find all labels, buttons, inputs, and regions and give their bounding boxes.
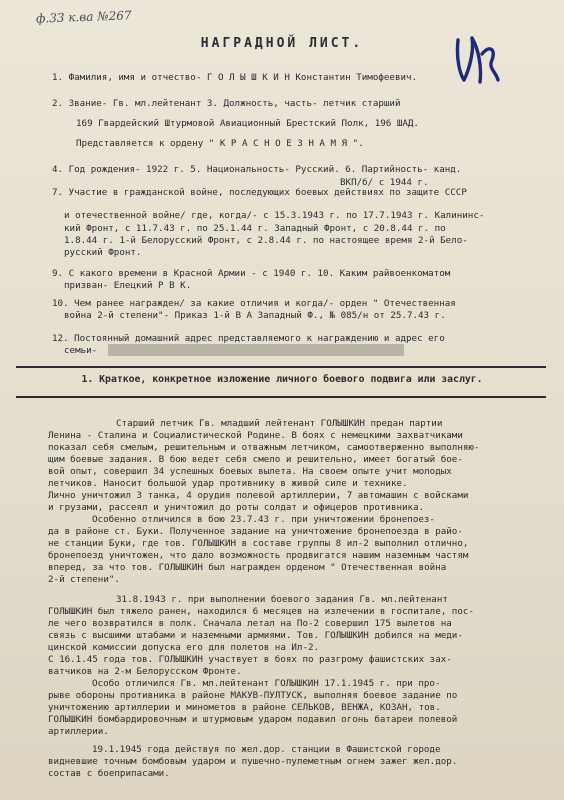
form-line: русский Фронт. <box>64 247 142 258</box>
narrative-line: и грузами, рассеял и уничтожил до роты солдат и офицеров противника. <box>48 502 425 513</box>
narrative-line: ГОЛЫШКИН был тяжело ранен, находился 6 месяцев на излечении в госпитале, пос- <box>48 606 474 617</box>
narrative-line: Особо отличился Гв. мл.лейтенант ГОЛЫШКИН 17.1.1945 г. при про- <box>92 678 441 689</box>
narrative-line: состав с боеприпасами. <box>48 768 170 779</box>
form-line: семьи- <box>64 345 98 356</box>
narrative-line: бронепоезд уничтожен, что дало возможность продвигатся нашим наземным частям <box>48 550 469 561</box>
narrative-line: 19.1.1945 года действуя по жел.дор. станции в Фашистской городе <box>92 744 441 755</box>
narrative-line: Ленина - Сталина и Социалистической Родине. В боях с немецкими захватчиками <box>48 430 463 441</box>
narrative-line: С 16.1.45 года тов. ГОЛЫШКИН участвует в боях по разгрому фашистских зах- <box>48 654 452 665</box>
narrative-line: щим боевые задания. В бою ведет себя смело и решительно, имеет богатый бое- <box>48 454 463 465</box>
form-line: 2. Звание- Гв. мл.лейтенант 3. Должность, часть- летчик старший <box>52 98 401 109</box>
narrative-line: ле чего возвратился в полк. Сначала летал на По-2 совершил 175 вылетов на <box>48 618 452 629</box>
handwritten-signature-mark <box>452 30 500 88</box>
narrative-line: Старший летчик Гв. младший лейтенант ГОЛЫШКИН предан партии <box>116 418 443 429</box>
form-line: 4. Год рождения- 1922 г. 5. Национальность- Русский. 6. Партийность- канд. <box>52 164 462 175</box>
document-title: НАГРАДНОЙ ЛИСТ. <box>200 36 364 51</box>
narrative-line: уничтожению артиллерии и минометов в районе СЕЛЬКОВ, ВЕНЖА, КОЗАН, тов. <box>48 702 441 713</box>
narrative-line: связь с высшими штабами и наземными армиями. Тов. ГОЛЫШКИН добился на меди- <box>48 630 463 641</box>
narrative-line: артиллерии. <box>48 726 109 737</box>
narrative-line: ватчиков на 2-м Белорусском Фронте. <box>48 666 242 677</box>
narrative-line: Особенно отличился в бою 23.7.43 г. при уничтожении бронепоез- <box>92 514 435 525</box>
narrative-line: 31.8.1943 г. при выполнении боевого задания Гв. мл.лейтенант <box>116 594 448 605</box>
narrative-line: Лично уничтожил 3 танка, 4 орудия полевой артиллерии, 7 автомашин с войсками <box>48 490 469 501</box>
section-divider-top <box>16 366 546 368</box>
archive-reference-note: ф.33 к.ва №267 <box>35 8 132 26</box>
narrative-line: вой опыт, совершил 34 успешных боевых вылета. На своем опыте учит молодых <box>48 466 452 477</box>
form-line: 7. Участие в гражданской войне, последующих боевых действиях по защите СССР <box>52 187 467 198</box>
narrative-line: 2-й степени". <box>48 574 120 585</box>
form-line: Представляется к ордену " К Р А С Н О Е З Н А М Я ". <box>76 138 364 149</box>
form-line: призван- Елецкий Р В К. <box>64 280 192 291</box>
narrative-line: рыве обороны противника в районе МАКУВ-ПУЛТУСК, выполняя боевое задание по <box>48 690 458 701</box>
form-line: кий Фронт, с 11.7.43 г. по 25.1.44 г. Западный Фронт, с 20.8.44 г. по <box>64 223 446 234</box>
form-line: война 2-й степени"- Приказ 1-й В А Западный Ф., № 085/н от 25.7.43 г. <box>64 310 446 321</box>
narrative-line: летчиков. Наносит большой удар противнику в живой силе и технике. <box>48 478 408 489</box>
narrative-line: видневшие точным бомбовым ударом и пушечно-пулеметным огнем зажег жел.дор. <box>48 756 458 767</box>
redacted-address-block <box>108 344 404 356</box>
narrative-line: ГОЛЫШКИН бомбардировочным и штурмовым ударом подавил огонь батареи полевой <box>48 714 458 725</box>
form-line: 1.8.44 г. 1-й Белорусский Фронт, с 2.8.44 г. по настоящее время 2-й Бело- <box>64 235 468 246</box>
form-line: и отечественной войне/ где, когда/- с 15.3.1943 г. по 17.7.1943 г. Калининс- <box>64 210 485 221</box>
narrative-line: показал себя смелым, решительным и отважным летчиком, самоотверженно выполняю- <box>48 442 480 453</box>
form-line: ВКП/б/ с 1944 г. <box>340 177 429 188</box>
form-line: 12. Постоянный домашний адрес представляемого к награждению и адрес его <box>52 333 445 344</box>
narrative-line: вперед, за что тов. ГОЛЫШКИН был награжден орденом " Отечественная война <box>48 562 447 573</box>
section-heading: 1. Краткое, конкретное изложение личного боевого подвига или заслуг. <box>81 374 483 385</box>
form-line: 9. С какого времени в Красной Армии - с 1940 г. 10. Каким райвоенкоматом <box>52 268 451 279</box>
section-divider-bottom <box>16 396 546 398</box>
narrative-line: да в районе ст. Буки. Полученное задание на уничтожение бронепоезда в райо- <box>48 526 463 537</box>
form-line: 10. Чем ранее награжден/ за какие отличия и когда/- орден " Отечественная <box>52 298 456 309</box>
narrative-line: не станции Буки, где тов. ГОЛЫШКИН в составе группы 8 ил-2 выполнил отлично, <box>48 538 469 549</box>
form-line: 169 Гвардейский Штурмовой Авиационный Брестский Полк, 196 ШАД. <box>76 118 419 129</box>
narrative-line: цинской комиссии допуска его для полетов на Ил-2. <box>48 642 320 653</box>
form-line: 1. Фамилия, имя и отчество- Г О Л Ы Ш К И Н Константин Тимофеевич. <box>52 72 418 83</box>
